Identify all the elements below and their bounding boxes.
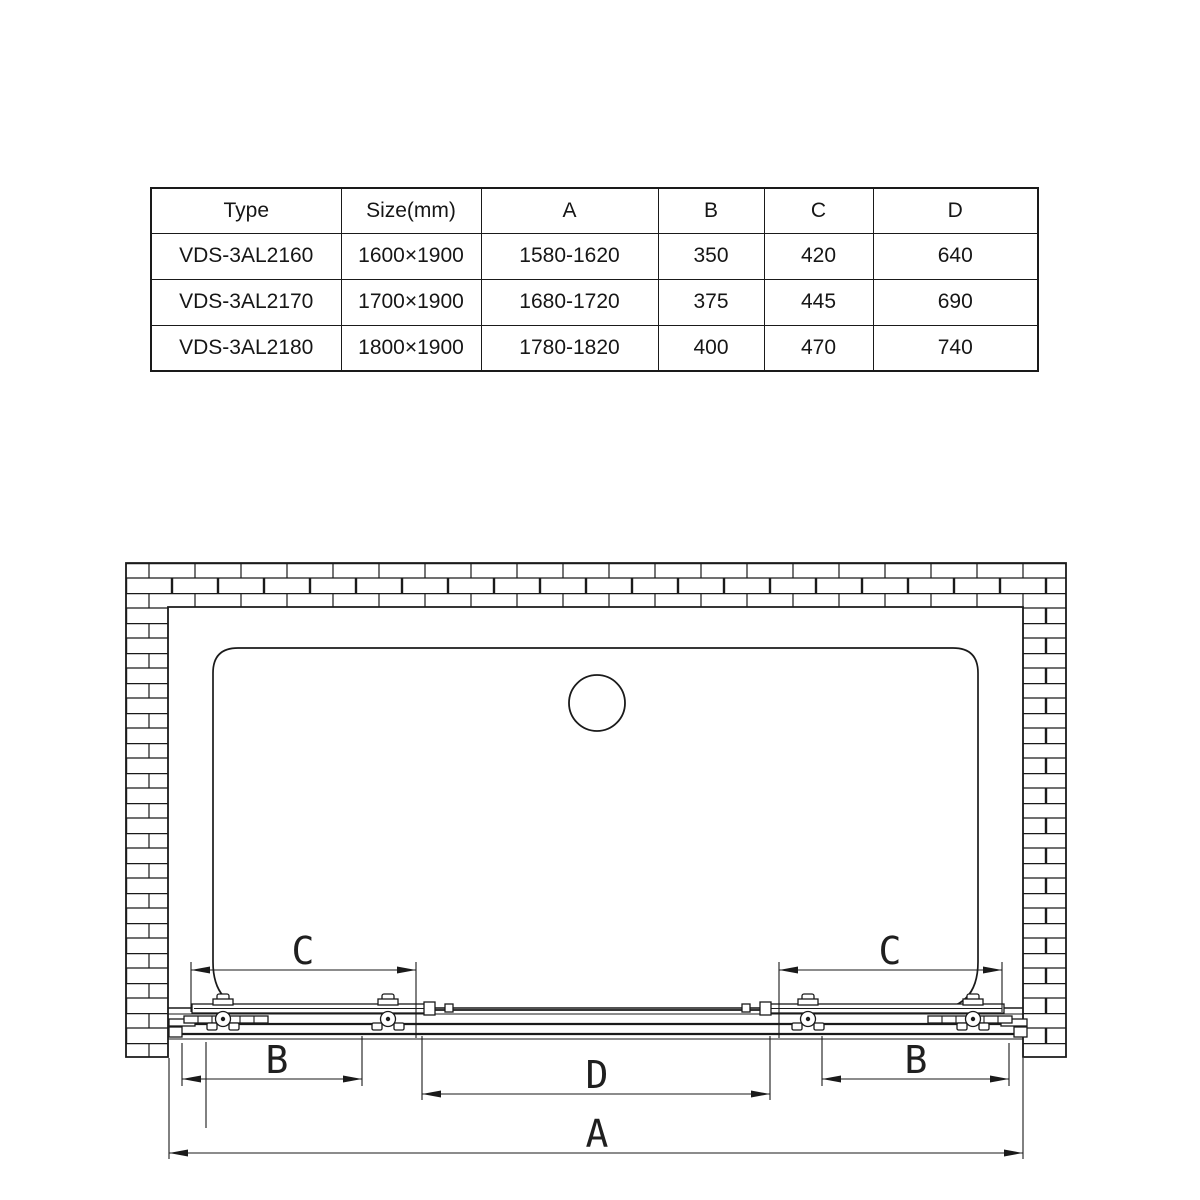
dimension-b-left [182, 1036, 362, 1128]
cell-c: 420 [764, 233, 873, 279]
cell-d: 640 [873, 233, 1038, 279]
dimension-b-right [822, 1036, 1009, 1086]
drain-circle [569, 675, 625, 731]
col-header-type: Type [151, 188, 341, 233]
dim-label-b-right: B [904, 1038, 928, 1082]
cell-type: VDS-3AL2170 [151, 279, 341, 325]
dim-label-c-left: C [291, 929, 315, 973]
cell-type: VDS-3AL2180 [151, 325, 341, 371]
dim-label-a: A [585, 1112, 609, 1156]
dimension-d [422, 1036, 770, 1100]
col-header-c: C [764, 188, 873, 233]
cell-size: 1600×1900 [341, 233, 481, 279]
dim-label-b-left: B [265, 1038, 289, 1082]
cell-size: 1700×1900 [341, 279, 481, 325]
col-header-d: D [873, 188, 1038, 233]
cell-a: 1780-1820 [481, 325, 658, 371]
cell-b: 350 [658, 233, 764, 279]
cell-d: 690 [873, 279, 1038, 325]
cell-d: 740 [873, 325, 1038, 371]
cell-c: 470 [764, 325, 873, 371]
cell-a: 1680-1720 [481, 279, 658, 325]
dim-label-d: D [585, 1053, 609, 1097]
cell-b: 400 [658, 325, 764, 371]
cell-a: 1580-1620 [481, 233, 658, 279]
dim-label-c-right: C [878, 929, 902, 973]
col-header-a: A [481, 188, 658, 233]
col-header-b: B [658, 188, 764, 233]
cell-type: VDS-3AL2160 [151, 233, 341, 279]
cell-b: 375 [658, 279, 764, 325]
cell-size: 1800×1900 [341, 325, 481, 371]
cell-c: 445 [764, 279, 873, 325]
col-header-size: Size(mm) [341, 188, 481, 233]
